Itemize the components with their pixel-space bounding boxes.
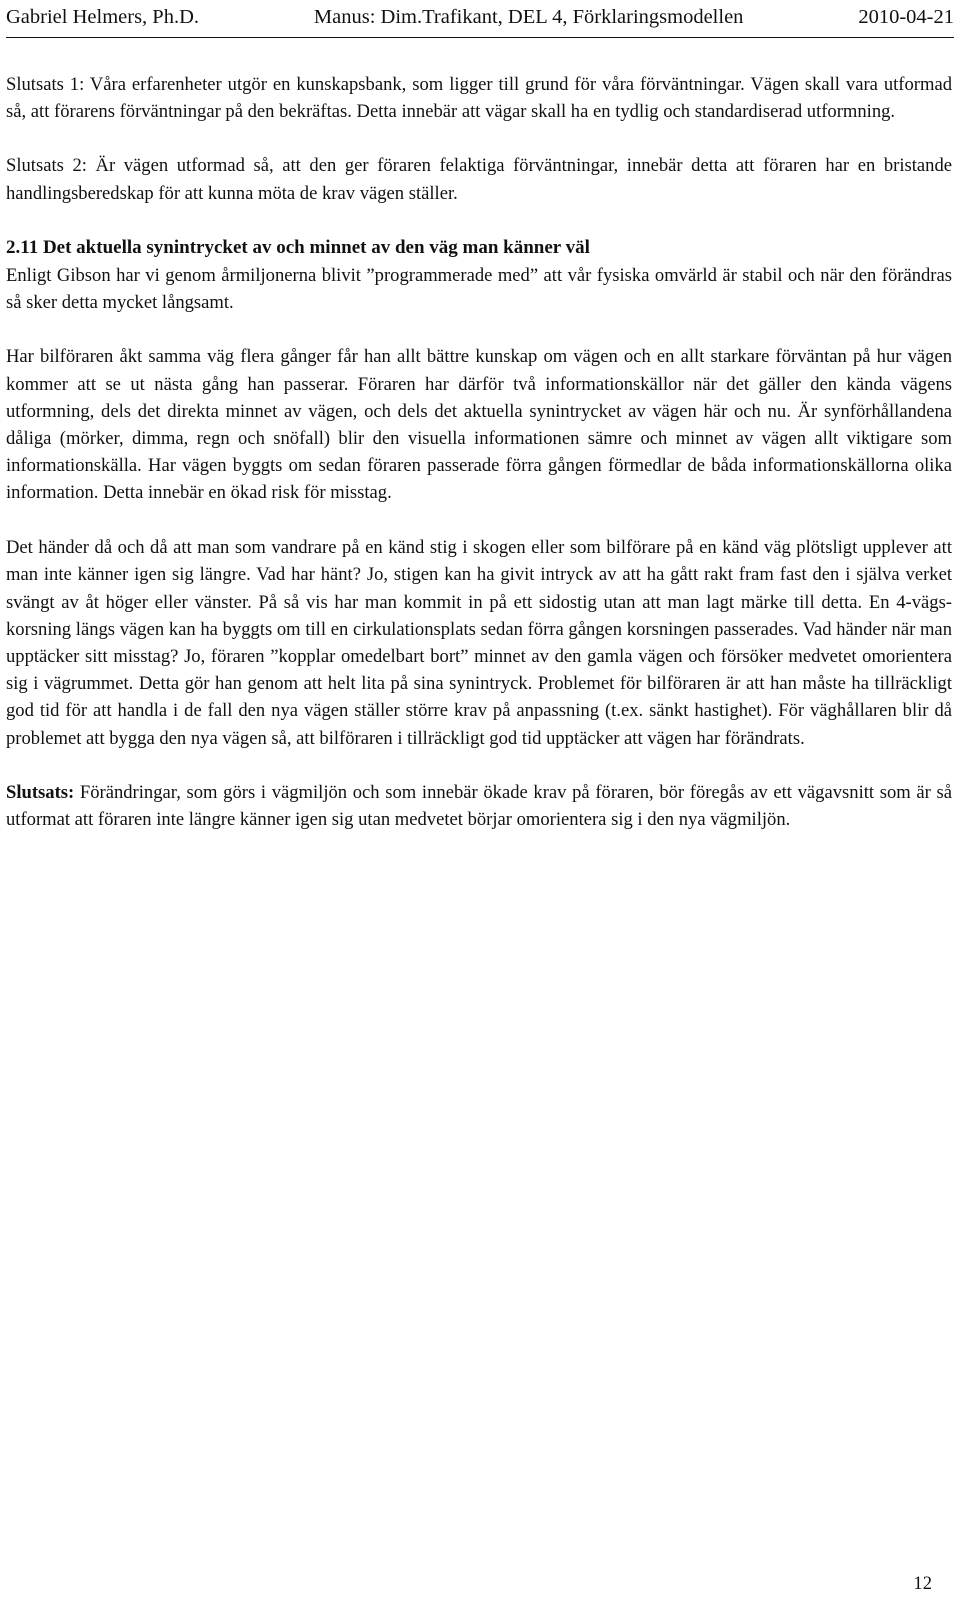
section-heading: 2.11 Det aktuella synintrycket av och minnet av den väg man känner väl	[6, 237, 590, 259]
paragraph-slutsats-2: Slutsats 2: Är vägen utformad så, att den ger föraren felaktiga förväntningar, innebär detta att föraren har en bristande handlingsberedskap för att kunna möta de krav vägen ställer.	[6, 155, 952, 204]
page-number: 12	[913, 1573, 932, 1594]
slutsats-label: Slutsats:	[6, 782, 75, 804]
page-header	[6, 3, 954, 35]
slutsats-text: Förändringar, som görs i vägmiljön och som innebär ökade krav på föraren, bör föregås av ett vägavsnitt som är så utformat att föraren inte längre känner igen sig utan medvetet börjar omorientera sig i den nya vägmiljön.	[6, 782, 952, 831]
header-author: Gabriel Helmers, Ph.D.	[6, 6, 199, 28]
section-2-11	[6, 234, 952, 316]
paragraph-gibson: Enligt Gibson har vi genom årmiljonerna blivit ”programmerade med” att vår fysiska omvärld är stabil och när den förändras så sker detta mycket långsamt.	[6, 264, 952, 313]
document-body	[6, 71, 952, 861]
paragraph-vandrare: Det händer då och då att man som vandrare på en känd stig i skogen eller som bilförare på en känd väg plötsligt upplever att man inte känner igen sig längre. Vad har hänt? Jo, stigen kan ha givit intryck av att ha gått rakt fram fast den i själva verket svängt av åt höger eller vänster. På så vis har man kommit in på ett sidostig utan att man lagt märke till detta. En 4-vägs-korsning längs vägen kan ha byggts om till en cirkulationsplats sedan förra gången korsningen passerades. Vad händer när man upptäcker sitt misstag? Jo, föraren ”kopplar omedelbart bort” minnet av den gamla vägen och försöker medvetet omorientera sig i vägrummet. Detta gör han genom att helt lita på sina synintryck. Problemet för bilföraren är att han måste ha tillräckligt god tid för att handla i de fall den nya vägen ställer större krav på anpassning (t.ex. sänkt hastighet). För väghållaren blir då problemet att bygga den nya vägen så, att bilföraren i tillräckligt god tid upptäcker att vägen har förändrats.	[6, 537, 952, 749]
header-manuscript: Manus: Dim.Trafikant, DEL 4, Förklaringsmodellen	[313, 6, 744, 28]
paragraph-slutsats-1: Slutsats 1: Våra erfarenheter utgör en kunskapsbank, som ligger till grund för våra förväntningar. Vägen skall vara utformad så, att förarens förväntningar på den bekräftas. Detta innebär att vägar skall ha en tydlig och standardiserad utformning.	[6, 74, 952, 123]
header-date: 2010-04-21	[858, 6, 954, 28]
paragraph-bilforaren: Har bilföraren åkt samma väg flera gånger får han allt bättre kunskap om vägen och en allt starkare förväntan på hur vägen kommer att se ut nästa gång han passerar. Föraren har därför två informationskällor när det gäller den kända vägens utformning, dels det direkta minnet av vägen, och dels det aktuella synintrycket av vägen här och nu. Är synförhållandena dåliga (mörker, dimma, regn och snöfall) blir den visuella informationen sämre och minnet av vägen allt viktigare som informationskälla. Har vägen byggts om sedan föraren passerade förra gången förmedlar de båda informationskällorna olika information. Detta innebär en ökad risk för misstag.	[6, 346, 952, 504]
paragraph-slutsats-final	[6, 779, 952, 833]
header-rule	[6, 37, 954, 38]
